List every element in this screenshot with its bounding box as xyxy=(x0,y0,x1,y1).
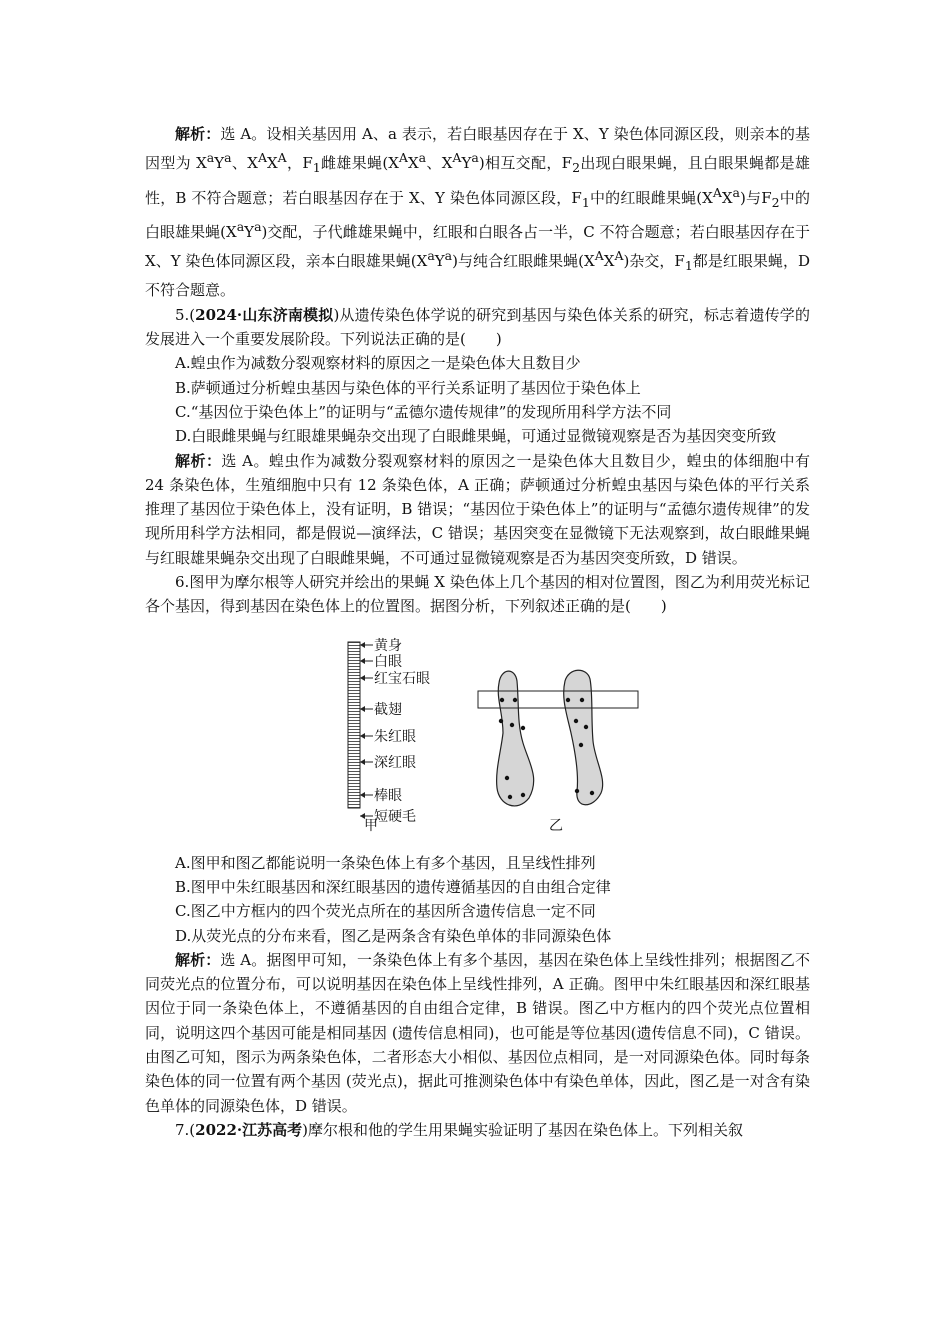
fluorescence-dot xyxy=(584,724,588,728)
q5-option-c: C.“基因位于染色体上”的证明与“孟德尔遗传规律”的发现所用科学方法不同 xyxy=(175,402,672,421)
q6-explanation xyxy=(145,948,810,1118)
q6-explanation-text: 选 A。据图甲可知，一条染色体上有多个基因，基因在染色体上呈线性排列；根据图乙不同荧光点的位置分布，可以说明基因在染色体上呈线性排列，A 正确。图甲中朱红眼基因和深红眼基因位于同一条染色体上，不遵循基因的自由组合定律，B 错误。图乙中方框内的四个荧光点位置相同，说明这四个基因可能是相同基因 (遗传信息相同)，也可能是等位基因(遗传信息不同)，C 错误。由图乙可知，图示为两条染色体，二者形态大小相似、基因位点相同，是一对同源染色体。同时每条染色体的同一位置有两个基因 (荧光点)，据此可推测染色体中有染色单体，因此，图乙是一对含有染色单体的同源染色体，D 错误。 xyxy=(145,950,810,1115)
question-source: 2022·江苏高考 xyxy=(195,1120,303,1139)
fluorescence-dot xyxy=(590,790,594,794)
question-stem-text: )摩尔根和他的学生用果蝇实验证明了基因在染色体上。下列相关叙 xyxy=(302,1120,744,1139)
q6-option-b: B.图甲中朱红眼基因和深红眼基因的遗传遵循基因的自由组合定律 xyxy=(175,877,611,896)
gene-arrows xyxy=(360,642,373,819)
gene-labels xyxy=(374,638,430,825)
fluorescence-dot xyxy=(579,742,583,746)
question-number: 7.( xyxy=(175,1120,196,1139)
q5-stem xyxy=(145,303,810,352)
q5-explanation-text: 选 A。蝗虫作为减数分裂观察材料的原因之一是染色体大且数目少，蝗虫的体细胞中有 24 条染色体，生殖细胞中只有 12 条染色体，A 正确；萨顿通过分析蝗虫基因与染色体的平行关系推理了基因位于染色体上，没有证明，B 错误；“基因位于染色体上”的证明与“孟德尔遗传规律”的发现所用科学方法相同，都是假说—演绎法，C 错误；基因突变在显微镜下无法观察到，故白眼雌果蝇与红眼雄果蝇杂交出现了白眼雌果蝇，不可通过显微镜观察是否为基因突变所致，D 错误。 xyxy=(145,451,810,567)
fluorescence-dot xyxy=(510,722,514,726)
gene-label: 白眼 xyxy=(374,653,402,670)
chromosome-figure xyxy=(145,623,810,845)
q7-stem xyxy=(145,1118,810,1142)
fluorescence-dot xyxy=(566,697,570,701)
q6-option-d: D.从荧光点的分布来看，图乙是两条含有染色单体的非同源染色体 xyxy=(175,926,612,945)
fluorescence-dot xyxy=(574,718,578,722)
q5-option-d: D.白眼雌果蝇与红眼雄果蝇杂交出现了白眼雌果蝇，可通过显微镜观察是否为基因突变所致 xyxy=(175,427,777,446)
fluorescence-dot xyxy=(521,792,525,796)
figure-label-yi: 乙 xyxy=(549,817,563,834)
fluorescence-dot xyxy=(508,794,512,798)
question-stem-text: )从遗传染色体学说的研究到基因与染色体关系的研究，标志着遗传学的发展进入一个重要发展阶段。下列说法正确的是( ) xyxy=(145,305,810,349)
gene-arrow-head xyxy=(360,675,365,681)
gene-arrow-head xyxy=(360,759,365,765)
gene-label: 红宝石眼 xyxy=(374,670,430,687)
fluorescence-dot xyxy=(499,718,503,722)
gene-label: 棒眼 xyxy=(374,787,402,804)
gene-label: 截翅 xyxy=(374,701,402,718)
q6-stem: 6.图甲为摩尔根等人研究并绘出的果蝇 X 染色体上几个基因的相对位置图，图乙为利用荧光标记各个基因，得到基因在染色体上的位置图。据图分析，下列叙述正确的是( ) xyxy=(145,573,810,616)
gene-label: 黄身 xyxy=(374,637,402,654)
fluorescence-dot xyxy=(513,697,517,701)
fluorescence-dot xyxy=(500,697,504,701)
q5-option-b: B.萨顿通过分析蝗虫基因与染色体的平行关系证明了基因位于染色体上 xyxy=(175,378,641,397)
explanation-label: 解析： xyxy=(175,125,221,143)
question-source: 2024·山东济南模拟 xyxy=(195,305,334,324)
fluorescence-dot xyxy=(575,788,579,792)
fluorescence-dot xyxy=(580,697,584,701)
gene-label: 短硬毛 xyxy=(374,808,416,825)
gene-arrow-head xyxy=(360,642,365,648)
q5-explanation xyxy=(145,449,810,570)
gene-arrow-head xyxy=(360,733,365,739)
chromosome-right xyxy=(564,670,603,805)
q6-option-c: C.图乙中方框内的四个荧光点所在的基因所含遗传信息一定不同 xyxy=(175,902,596,921)
gene-label: 朱红眼 xyxy=(374,728,416,745)
fluorescence-dot xyxy=(505,775,509,779)
x-chromosome-bar xyxy=(348,642,360,808)
q6-option-a: A.图甲和图乙都能说明一条染色体上有多个基因，且呈线性排列 xyxy=(175,853,596,872)
q4-explanation-text: 选 A。设相关基因用 A、a 表示，若白眼基因存在于 X、Y 染色体同源区段，则亲本的基因型为 $X^aY^a$、$X^AX^A$，$F_1$雌雄果蝇($X^AX^a$、$X^AY^a$)相互交配，$F_2$出现白眼果蝇，且白眼果蝇都是雄性，B 不符合题意；若白眼基因存在于 X、Y 染色体同源区段，$F_1$中的红眼雌果蝇$(X^AX^a)$与$F_2$中的白眼雄果蝇$(X^aY^a)$交配，子代雌雄果蝇中，红眼和白眼各占一半，C 不符合题意；若白眼基因存在于 X、Y 染色体同源区段，亲本白眼雄果蝇$(X^aY^a)$与纯合红眼雌果蝇$(X^AX^A)$杂交，$F_1$都是红眼果蝇，D 不符合题意。 xyxy=(145,125,810,300)
fluorescence-dot xyxy=(521,725,525,729)
explanation-label: 解析： xyxy=(175,950,221,969)
question-number: 5.( xyxy=(175,305,196,324)
q6-figure xyxy=(145,623,810,845)
q4-explanation xyxy=(145,122,810,303)
gene-arrow-head xyxy=(360,706,365,712)
gene-arrow-head xyxy=(360,658,365,664)
figure-label-jia: 甲 xyxy=(364,817,378,834)
page-content xyxy=(145,122,810,1142)
gene-label: 深红眼 xyxy=(374,754,416,771)
q5-option-a: A.蝗虫作为减数分裂观察材料的原因之一是染色体大且数目少 xyxy=(175,354,581,373)
explanation-label: 解析： xyxy=(175,451,222,470)
gene-arrow-head xyxy=(360,792,365,798)
